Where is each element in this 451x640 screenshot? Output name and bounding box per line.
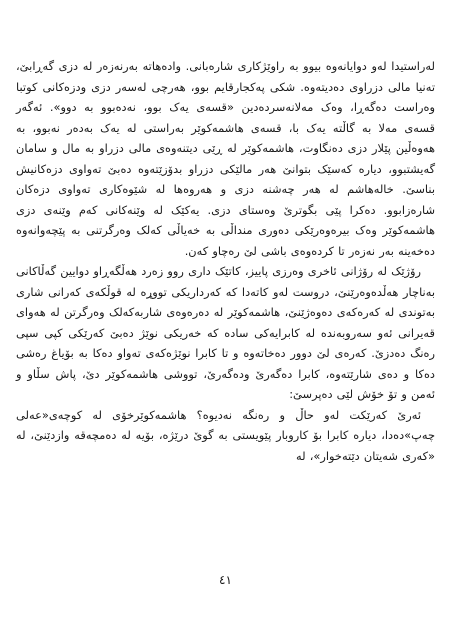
paragraph-1: لەراستیدا لەو دوایانەوە بیوو بە راوێژکاری شارەبانی. وادەهاتە بەرنەزەر لە دزی گەڕابێ، تەنیا مالی دزراوی دەدیتەوە. شکی پەکجارقایم بوو، هەرچی لەسەر دزی ودزەکانی کوتبا وەراست دەگەڕا، وەک مەلانەسردەدین «قسەی یەک بوو، نەدەبوو بە دوو». ئەگەر قسەی مەلا بە گاڵتە یەک با، قسەی هاشمەکوێر بەراستی لە یەک بەدەر نەبوو، بە هەوەڵین پێلار دزی دەنگاوت، هاشمەکوێر لە ڕێی دیتنەوەی مالی دزراو بە مال و سامان گەیشتبوو، دیارە کەسێک بتوانێ هەر مالێکی دزراو بدۆزێتەوە دەبێ تەواوی دزەکانیش بناسێ. خالەهاشم لە هەر چەشنە دزی و هەروەها لە شێوەکاری تەواوی دزەکان شارەزابوو. دەکرا پێی بگوترێ وەستای دزی. یەکێک لە وێنەکانی کەم وێنەی دزی هاشمەکوێر وەک بیرەوەرێکی دەوری منداڵی بە خەیاڵی کەلک وەرگرتنی بە پێچەوانەوە دەخەینە بەر نەزەر تا کردەوەی باشی لێ رەچاو کەن. (16, 59, 435, 258)
body-text (16, 56, 435, 466)
paragraph-2: رۆژێک لە رۆژانی ئاخری وەرزی پاییز، کاتێک داری روو زەرد هەڵگەڕاو دوایین گەڵاکانی بەناچار هەڵدەوەرێنێ، دروست لەو کاتەدا کە کەرداریکی تووړە لە قوڵکەی کەرانی شاری بەتوندی لە کەرەکەی دەوەژێنێ، هاشمەکوێر لە دەرەوەی شاربەکەلک وەرگرتن لە هەوای قەیرانی ئەو سەروبەندە لە کابرایەکی سادە کە خەریکی نوێژ دەبێ کەرێکی کپی سپی رەنگ دەدزێ. کەرەی لێ دوور دەخاتەوە و تا کابرا نوێژەکەی تەواو دەکا بە بۆیاغ رەشی دەکا و دەی شارێتەوە، کابرا دەگەرێ ودەگەرێ، تووشی هاشمەکوێر دێ، پاش سڵاو و ئەمن و تۆ خۆش لێی دەپرسێ: (16, 264, 435, 401)
page-number: ٤١ (219, 573, 232, 587)
paragraph-3: ئەرێ کەرێکت لەو حاڵ و رەنگە نەدیوە؟ هاشمەکوێرخۆی لە کوچەی«عەلی چەپ»دەدا، دیارە کابرا بۆ کاروبار پێویستی بە گوێ درێژە، بۆیە لە دەمچەقە وازدێنێ، لە «کەری شەیتان دێتەخوار»، لە (16, 407, 435, 463)
